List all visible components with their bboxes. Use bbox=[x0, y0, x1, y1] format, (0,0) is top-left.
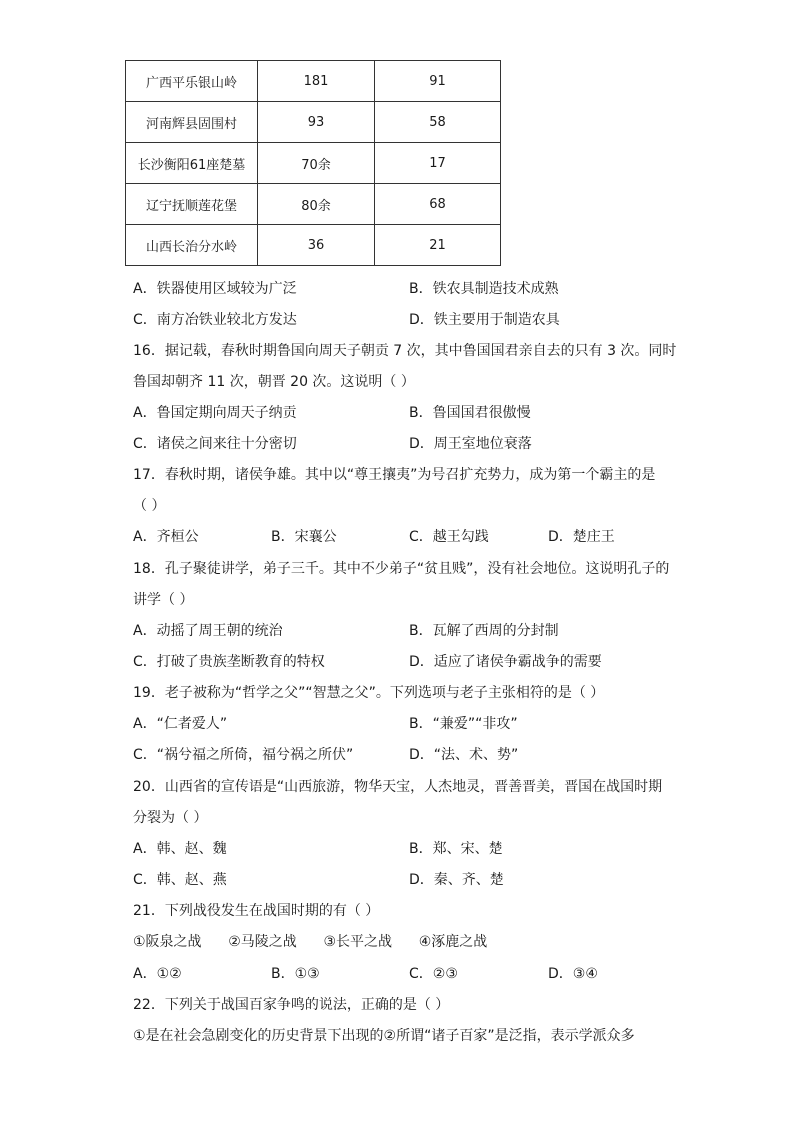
q16-stem-line2: 鲁国却朝齐 11 次，朝晋 20 次。这说明（ ） bbox=[133, 374, 415, 390]
q18-option-d: D．适应了诸侯争霸战争的需要 bbox=[409, 654, 602, 670]
q19-option-c: C．“祸兮福之所倚，福兮祸之所伏” bbox=[133, 747, 354, 763]
q17-stem-line2: （ ） bbox=[133, 498, 166, 514]
table-cell: 山西长治分水岭 bbox=[126, 225, 258, 266]
table-row bbox=[126, 61, 501, 102]
table-cell: 河南辉县固围村 bbox=[126, 102, 258, 143]
q19-stem-line1: 19．老子被称为“哲学之父”“智慧之父”。下列选项与老子主张相符的是（ ） bbox=[133, 685, 605, 701]
q18-option-c: C．打破了贵族垄断教育的特权 bbox=[133, 654, 325, 670]
table-cell: 长沙衡阳61座楚墓 bbox=[126, 143, 258, 184]
q21-stem-line1: 21．下列战役发生在战国时期的有（ ） bbox=[133, 903, 380, 919]
q16-stem-line1: 16．据记载，春秋时期鲁国向周天子朝贡 7 次，其中鲁国国君亲自去的只有 3 次。同时 bbox=[133, 343, 677, 359]
iron-finds-table bbox=[125, 60, 501, 266]
q17-option-d: D．楚庄王 bbox=[548, 529, 615, 545]
q20-option-c: C．韩、赵、燕 bbox=[133, 872, 227, 888]
table-cell: 181 bbox=[258, 61, 375, 102]
q18-option-a: A．动摇了周王朝的统治 bbox=[133, 623, 283, 639]
q20-option-d: D．秦、齐、楚 bbox=[409, 872, 504, 888]
table-row bbox=[126, 143, 501, 184]
q19-option-a: A．“仁者爱人” bbox=[133, 716, 228, 732]
q18-option-b: B．瓦解了西周的分封制 bbox=[409, 623, 559, 639]
table-cell: 80余 bbox=[258, 184, 375, 225]
q18-stem-line2: 讲学（ ） bbox=[133, 592, 194, 608]
q22-stem-line2: ①是在社会急剧变化的历史背景下出现的②所谓“诸子百家”是泛指，表示学派众多 bbox=[133, 1028, 635, 1044]
q21-option-d: D．③④ bbox=[548, 966, 598, 982]
q21-option-a: A．①② bbox=[133, 966, 182, 982]
table-cell: 辽宁抚顺莲花堡 bbox=[126, 184, 258, 225]
table-cell: 58 bbox=[375, 102, 501, 143]
q18-stem-line1: 18．孔子聚徒讲学，弟子三千。其中不少弟子“贫且贱”，没有社会地位。这说明孔子的 bbox=[133, 561, 670, 577]
table-cell: 91 bbox=[375, 61, 501, 102]
q19-option-d: D．“法、术、势” bbox=[409, 747, 519, 763]
q21-option-c: C．②③ bbox=[409, 966, 458, 982]
q19-option-b: B．“兼爱”“非攻” bbox=[409, 716, 518, 732]
q16-option-a: A．鲁国定期向周天子纳贡 bbox=[133, 405, 297, 421]
q16-option-b: B．鲁国国君很傲慢 bbox=[409, 405, 531, 421]
q21-option-b: B．①③ bbox=[271, 966, 320, 982]
q20-option-b: B．郑、宋、楚 bbox=[409, 841, 503, 857]
table-cell: 21 bbox=[375, 225, 501, 266]
q20-stem-line2: 分裂为（ ） bbox=[133, 810, 208, 826]
q17-option-b: B．宋襄公 bbox=[271, 529, 337, 545]
q16-option-d: D．周王室地位衰落 bbox=[409, 436, 532, 452]
table-cell: 17 bbox=[375, 143, 501, 184]
table-cell: 36 bbox=[258, 225, 375, 266]
table-cell: 70余 bbox=[258, 143, 375, 184]
q15-option-a: A．铁器使用区域较为广泛 bbox=[133, 281, 297, 297]
q21-items: ①阪泉之战 ②马陵之战 ③长平之战 ④涿鹿之战 bbox=[133, 934, 488, 950]
q15-option-c: C．南方冶铁业较北方发达 bbox=[133, 312, 297, 328]
q15-option-b: B．铁农具制造技术成熟 bbox=[409, 281, 559, 297]
q15-option-d: D．铁主要用于制造农具 bbox=[409, 312, 560, 328]
q17-option-a: A．齐桓公 bbox=[133, 529, 199, 545]
q17-option-c: C．越王勾践 bbox=[409, 529, 489, 545]
q22-stem-line1: 22．下列关于战国百家争鸣的说法，正确的是（ ） bbox=[133, 997, 450, 1013]
table-cell: 68 bbox=[375, 184, 501, 225]
table-cell: 广西平乐银山岭 bbox=[126, 61, 258, 102]
q16-option-c: C．诸侯之间来往十分密切 bbox=[133, 436, 297, 452]
table-row bbox=[126, 102, 501, 143]
q20-option-a: A．韩、赵、魏 bbox=[133, 841, 227, 857]
table-row bbox=[126, 225, 501, 266]
q17-stem-line1: 17．春秋时期，诸侯争雄。其中以“尊王攘夷”为号召扩充势力，成为第一个霸主的是 bbox=[133, 467, 656, 483]
table-row bbox=[126, 184, 501, 225]
table-cell: 93 bbox=[258, 102, 375, 143]
q20-stem-line1: 20．山西省的宣传语是“山西旅游，物华天宝，人杰地灵，晋善晋美，晋国在战国时期 bbox=[133, 779, 663, 795]
